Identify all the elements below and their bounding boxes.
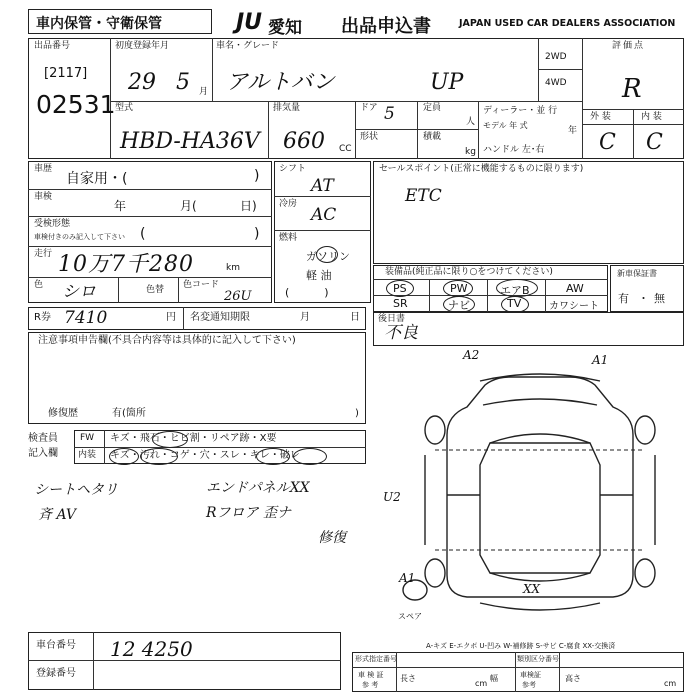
wheel-rr bbox=[635, 559, 655, 587]
drive-2wd: 2WD bbox=[545, 52, 567, 62]
recycle-unit: 円 bbox=[166, 312, 176, 323]
association-name: JAPAN USED CAR DEALERS ASSOCIATION bbox=[459, 18, 676, 29]
color-label: 色 bbox=[34, 280, 44, 290]
history-value: 自家用・( bbox=[66, 171, 128, 187]
rear-window bbox=[490, 573, 590, 581]
damage-legend: A-キズ E-エクボ U-凹み W-補修跡 S-サビ C-腐食 XX-交換済 bbox=[426, 642, 616, 650]
hood-line bbox=[483, 399, 597, 405]
lot-sub: [2117] bbox=[44, 66, 88, 81]
spec-ref-r-label: 車検証 bbox=[520, 671, 541, 679]
selling-label: セールスポイント(正常に機能するものに限ります) bbox=[379, 164, 584, 174]
displacement-value: 660 bbox=[283, 129, 325, 154]
warranty-dot: ・ bbox=[638, 292, 649, 305]
wheel-rl bbox=[425, 559, 445, 587]
note-floor: Rフロア 歪ナ bbox=[206, 505, 291, 521]
spec-width: 幅 bbox=[490, 674, 498, 683]
inspector-row1: キズ・飛石・ヒビ割・リペア跡・X要 bbox=[110, 433, 277, 444]
inspection-day: 日) bbox=[240, 199, 257, 213]
reg-label: 初度登録年月 bbox=[115, 41, 170, 51]
inspector-label-2: 記入欄 bbox=[28, 448, 58, 459]
gas-circle bbox=[316, 246, 338, 263]
equipment-label: 装備品(純正品に限り○をつけてください) bbox=[385, 267, 553, 277]
model-code: HBD-HA36V bbox=[120, 129, 260, 154]
equip-ps: PS bbox=[393, 282, 407, 295]
drive-4wd: 4WD bbox=[545, 78, 567, 88]
car-grade: UP bbox=[430, 70, 464, 95]
chassis-number: 12 4250 bbox=[110, 637, 193, 661]
shift-value: AT bbox=[311, 176, 334, 196]
name-change-label: 名変通知期限 bbox=[190, 312, 250, 323]
equip-circle-airbag bbox=[496, 279, 538, 297]
mileage-value: 10万7千280 bbox=[58, 252, 194, 277]
load-unit: kg bbox=[465, 147, 476, 157]
warranty-no: 無 bbox=[654, 292, 665, 305]
spec-ref-label-2: 参 考 bbox=[362, 681, 379, 689]
org-name: 愛知 bbox=[268, 18, 302, 38]
spec-ref-label: 車 検 証 bbox=[358, 671, 384, 679]
name-change-month: 月 bbox=[300, 312, 310, 323]
inspector-interior: 内装 bbox=[78, 450, 97, 460]
windshield bbox=[490, 434, 590, 443]
storage-box bbox=[28, 9, 212, 34]
diag-a2: A2 bbox=[463, 348, 480, 362]
displacement-label: 排気量 bbox=[273, 103, 301, 113]
load-label: 積載 bbox=[423, 132, 442, 142]
equip-airbag: エアB bbox=[500, 284, 530, 297]
lot-label: 出品番号 bbox=[34, 41, 71, 51]
inspector-fw: FW bbox=[80, 433, 95, 443]
exterior-grade: C bbox=[599, 130, 616, 155]
chassis-label: 車台番号 bbox=[36, 640, 76, 651]
form-title: 出品申込書 bbox=[341, 16, 431, 37]
spec-length: 長さ bbox=[400, 674, 416, 683]
spec-height-unit: cm bbox=[664, 679, 677, 688]
note-seat: シートヘタリ bbox=[34, 482, 118, 498]
color-code-label: 色コード bbox=[183, 280, 220, 290]
repair-label: 修復歴 bbox=[48, 408, 78, 419]
circle-sure bbox=[256, 448, 290, 465]
selling-value: ETC bbox=[405, 186, 442, 206]
shape-label: 形状 bbox=[360, 132, 379, 142]
wheel-fl bbox=[425, 416, 445, 444]
circle-kizu bbox=[109, 448, 139, 465]
diag-spare: スペア bbox=[398, 612, 422, 621]
name-change-day: 日 bbox=[350, 312, 360, 323]
spec-length-unit: cm bbox=[475, 679, 488, 688]
circle-kire bbox=[293, 448, 327, 465]
inspector-row2: キズ・汚れ・コゲ・穴・スレ・キレ・破レ bbox=[110, 450, 300, 461]
note-endpanel: エンドパネルXX bbox=[206, 480, 310, 496]
inspector-label-1: 検査員 bbox=[28, 433, 58, 444]
handle-label: ハンドル 左･右 bbox=[483, 145, 545, 155]
spec-ref-r-label-2: 参考 bbox=[522, 681, 536, 689]
roof-outline bbox=[480, 443, 600, 573]
car-name: アルトバン bbox=[226, 70, 335, 95]
diag-a1-low: A1 bbox=[399, 571, 416, 585]
notes-label: 注意事項申告欄(不具合内容等は具体的に記入して下さい) bbox=[38, 335, 296, 346]
model-year-unit: 年 bbox=[568, 126, 578, 136]
owner-block bbox=[373, 312, 684, 346]
equip-circle-pw bbox=[443, 280, 473, 297]
spec-class-label: 類別区分番号 bbox=[517, 655, 559, 663]
reg-month-unit: 月 bbox=[199, 87, 209, 97]
rating-label: 評価点 bbox=[612, 41, 646, 51]
bumper-rear bbox=[480, 603, 600, 610]
inspection-month: 月( bbox=[180, 199, 197, 213]
car-outline bbox=[447, 377, 633, 597]
spec-type-label: 形式指定番号 bbox=[355, 655, 397, 663]
history-label: 車歴 bbox=[34, 164, 53, 174]
receipt-note: 車検付きのみ記入して下さい bbox=[34, 233, 125, 241]
interior-label: 内 装 bbox=[641, 112, 662, 122]
reg-year: 29 bbox=[128, 70, 156, 95]
storage-text: 車内保管・守衛保管 bbox=[36, 16, 162, 32]
fuel-paren: ( ) bbox=[285, 286, 329, 299]
warranty-yes: 有 bbox=[618, 292, 629, 305]
history-close: ) bbox=[254, 168, 260, 184]
circle-hiishi bbox=[152, 431, 188, 448]
fuel-gas: ガソリン bbox=[306, 250, 350, 263]
rating-value: R bbox=[622, 74, 642, 104]
equip-circle-tv bbox=[501, 296, 529, 313]
ju-logo: JU bbox=[236, 10, 263, 35]
warranty-label: 新車保証書 bbox=[617, 269, 657, 278]
lot-number: 02531 bbox=[36, 90, 116, 119]
diag-u2: U2 bbox=[383, 490, 401, 504]
model-year-label: モデル 年 式 bbox=[483, 121, 528, 130]
owner-label: 後日書 bbox=[378, 314, 406, 324]
capacity-label: 定員 bbox=[423, 103, 442, 113]
equip-navi: ナビ bbox=[448, 299, 470, 312]
exterior-label: 外 装 bbox=[590, 112, 611, 122]
equip-circle-ps bbox=[386, 280, 414, 297]
repair-close: ) bbox=[355, 408, 359, 419]
aircon-value: AC bbox=[311, 205, 337, 225]
model-label: 型式 bbox=[115, 103, 134, 113]
shift-label: シフト bbox=[279, 164, 307, 174]
diag-xx: XX bbox=[523, 582, 541, 596]
mileage-unit: km bbox=[226, 263, 240, 273]
wheel-fr bbox=[635, 416, 655, 444]
door-value: 5 bbox=[384, 104, 395, 124]
receipt-open: ( bbox=[140, 226, 146, 242]
note-av: 斉 AV bbox=[38, 507, 76, 523]
owner-value: 不良 bbox=[384, 323, 418, 343]
equip-pw: PW bbox=[450, 282, 468, 295]
reg-month: 5 bbox=[176, 70, 190, 95]
color-code: 26U bbox=[224, 289, 252, 304]
door-label: ドア bbox=[360, 103, 378, 113]
diag-a1-top: A1 bbox=[592, 353, 609, 367]
equip-circle-navi bbox=[443, 296, 475, 313]
receipt-label: 受検形態 bbox=[34, 219, 71, 229]
repair-value: 有(箇所 bbox=[112, 408, 146, 419]
inspection-year: 年 bbox=[114, 199, 127, 213]
capacity-unit: 人 bbox=[466, 117, 476, 127]
interior-grade: C bbox=[646, 130, 663, 155]
selling-block bbox=[373, 161, 684, 264]
equip-leather: カワシート bbox=[549, 301, 599, 312]
spec-height: 高さ bbox=[565, 674, 581, 683]
recycle-value: 7410 bbox=[64, 308, 108, 328]
dealer-label: ディーラー・並 行 bbox=[483, 106, 558, 116]
equip-tv: TV bbox=[507, 297, 522, 310]
receipt-close: ) bbox=[254, 226, 260, 242]
displacement-unit: CC bbox=[339, 144, 352, 154]
equip-sr: SR bbox=[393, 297, 408, 310]
fuel-label: 燃料 bbox=[279, 233, 298, 243]
equip-aw: AW bbox=[566, 282, 584, 295]
circle-yogore bbox=[140, 448, 178, 465]
inspection-label: 車検 bbox=[34, 192, 53, 202]
color-value: シロ bbox=[62, 282, 96, 302]
mileage-label: 走行 bbox=[34, 249, 53, 259]
fuel-diesel: 軽 油 bbox=[306, 269, 332, 282]
car-name-label: 車名・グレード bbox=[216, 41, 280, 51]
note-repaired: 修復 bbox=[318, 530, 346, 546]
aircon-label: 冷房 bbox=[279, 199, 298, 209]
recycle-label: R券 bbox=[34, 312, 51, 323]
registration-label: 登録番号 bbox=[36, 668, 76, 679]
color-change-label: 色替 bbox=[146, 285, 165, 295]
